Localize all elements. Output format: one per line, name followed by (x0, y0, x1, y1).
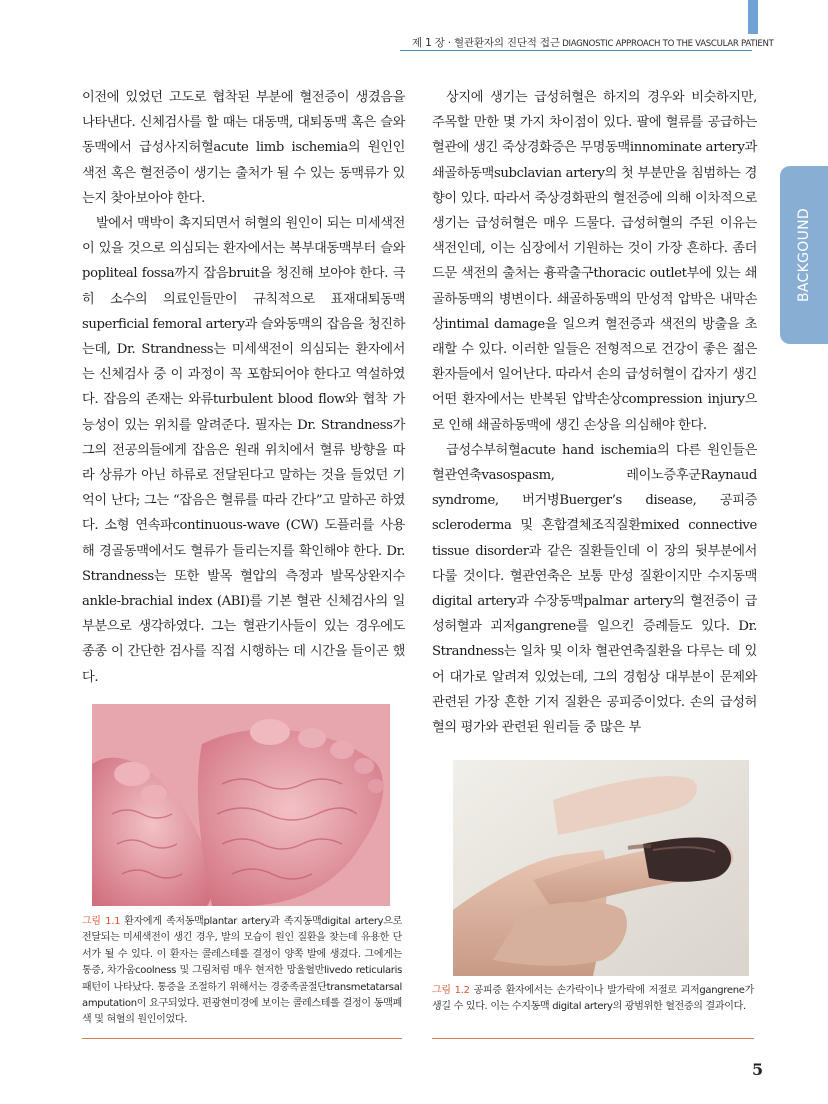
paragraph: 상지에 생기는 급성허혈은 하지의 경우와 비슷하지만, 주목할 만한 몇 가지 차이점이 있다. 팔에 혈류를 공급하는 혈관에 생긴 죽상경화증은 무명동맥innominate artery과 쇄골하동맥subclavian artery의 첫 부분만을 침범하는 경향이 있다. 따라서 죽상경화판의 혈전증에 의해 이차적으로 생기는 급성허혈은 매우 드물다. 급성허혈의 주된 이유는 색전인데, 이는 심장에서 기원하는 것이 가장 흔하다. 좀더 드문 색전의 출처는 흉곽출구thoracic outlet부에 있는 쇄골하동맥의 병변이다. 쇄골하동맥의 만성적 압박은 내막손상intimal damage을 일으켜 혈전증과 색전의 방출을 초래할 수 있다. 이러한 일들은 전형적으로 건강이 좋은 젊은 환자들에서 일어난다. 따라서 손의 급성허혈이 갑자기 생긴 어떤 환자에서는 반복된 압박손상compression injury으로 인해 쇄골하동맥에 생긴 손상을 의심해야 한다. (432, 90, 757, 433)
figure-finger-photo (453, 760, 749, 976)
paragraph: 급성수부허혈acute hand ischemia의 다른 원인들은 혈관연축vasospasm, 레이노증후군Raynaud syndrome, 버거병Buerger’s disease, 공피증scleroderma 및 혼합결체조직질환mixed connective tissue disorder과 같은 질환들인데 이 장의 뒷부분에서 다룰 것이다. 혈관연축은 보통 만성 질환이지만 수지동맥digital artery과 수장동맥palmar artery의 혈전증이 급성허혈과 괴저gangrene를 일으킨 증례들도 있다. Dr. Strandness는 일차 및 이차 혈관연축질환을 다루는 데 있어 대가로 알려져 있었는데, 그의 경험상 대부분이 문제와 관련된 가장 흔한 기저 질환은 공피증이었다. 손의 급성허혈의 평가와 관련된 원리들 중 많은 부 (432, 442, 757, 736)
figure-1-rule (82, 1038, 402, 1039)
corner-accent-bar (748, 0, 758, 34)
right-column (432, 85, 757, 740)
figure-2-caption (432, 983, 754, 1016)
feet-illustration (92, 704, 390, 906)
figure-2-caption-text: 공피증 환자에서는 손가락이나 발가락에 저절로 괴저gangrene가 생길 수 있다. 이는 수지동맥 digital artery의 광범위한 혈전증의 결과이다. (432, 985, 754, 1013)
figure-feet-photo (92, 704, 390, 906)
header-rule (400, 50, 752, 51)
paragraph: 발에서 맥박이 촉지되면서 허혈의 원인이 되는 미세색전이 있을 것으로 의심되는 환자에서는 복부대동맥부터 슬와popliteal fossa까지 잡음bruit을 청진해 보아야 한다. 극히 소수의 의료인들만이 규칙적으로 표재대퇴동맥superficial femoral artery과 슬와동맥의 잡음을 청진하는데, Dr. Strandness는 미세색전이 의심되는 환자에서는 신체검사 중 이 과정이 꼭 포함되어야 한다고 역설하였다. 잡음의 존재는 와류turbulent blood flow와 협착 가능성이 있는 위치를 알려준다. 필자는 Dr. Strandness가 그의 전공의들에게 잡음은 원래 위치에서 혈류 방향을 따라 상류가 아닌 하류로 전달된다고 말하는 것을 들었던 기억이 난다; 그는 “잡음은 혈류를 따라 간다”고 말하곤 하였다. 소형 연속파continuous-wave (CW) 도플러를 사용해 경골동맥에서도 혈류가 들리는지를 확인해야 한다. Dr. Strandness는 또한 발목 혈압의 측정과 발목상완지수ankle-brachial index (ABI)를 기본 혈관 신체검사의 일부분으로 생각하였다. 그는 혈관기사들이 있는 경우에도 종종 이 간단한 검사를 직접 시행하는 데 시간을 들이곤 했다. (82, 216, 405, 685)
running-header (412, 35, 774, 50)
figure-1-caption-text: 환자에게 족저동맥plantar artery과 족지동맥digital artery으로 전달되는 미세색전이 생긴 경우, 발의 모습이 원인 질환을 찾는데 유용한 단서가 될 수 있다. 이 환자는 콜레스테롤 결정이 양쪽 발에 생겼다. 그에게는 통증, 차가움coolness 및 그림처럼 매우 현저한 망울혈반livedo reticularis 패턴이 나타났다. 통증을 조절하기 위해서는 경중족골절단transmetatarsal amputation이 요구되었다. 편광현미경에 보이는 콜레스테롤 결정이 동맥폐색 및 혀혈의 원인이었다. (82, 916, 402, 1026)
chapter-title-en: DIAGNOSTIC APPROACH TO THE VASCULAR PATIENT (559, 39, 774, 49)
figure-2-rule (432, 1038, 754, 1039)
chapter-title: 제 1 장 · 혈관환자의 진단적 접근 (412, 37, 560, 49)
figure-2-label: 그림 1.2 (432, 985, 470, 996)
side-tab-label: BACKGOUND (796, 208, 812, 302)
page-number: 5 (752, 1060, 764, 1079)
figure-1-caption (82, 914, 402, 1029)
left-column (82, 85, 405, 690)
section-side-tab (780, 166, 828, 344)
figure-1-label: 그림 1.1 (82, 916, 121, 927)
finger-illustration (453, 760, 749, 976)
paragraph: 이전에 있었던 고도로 협착된 부분에 혈전증이 생겼음을 나타낸다. 신체검사를 할 때는 대동맥, 대퇴동맥 혹은 슬와동맥에서 급성사지허혈acute limb ischemia의 원인인 색전 혹은 혈전증이 생기는 출처가 될 수 있는 동맥류가 있는지 찾아보아야 한다. (82, 90, 405, 206)
